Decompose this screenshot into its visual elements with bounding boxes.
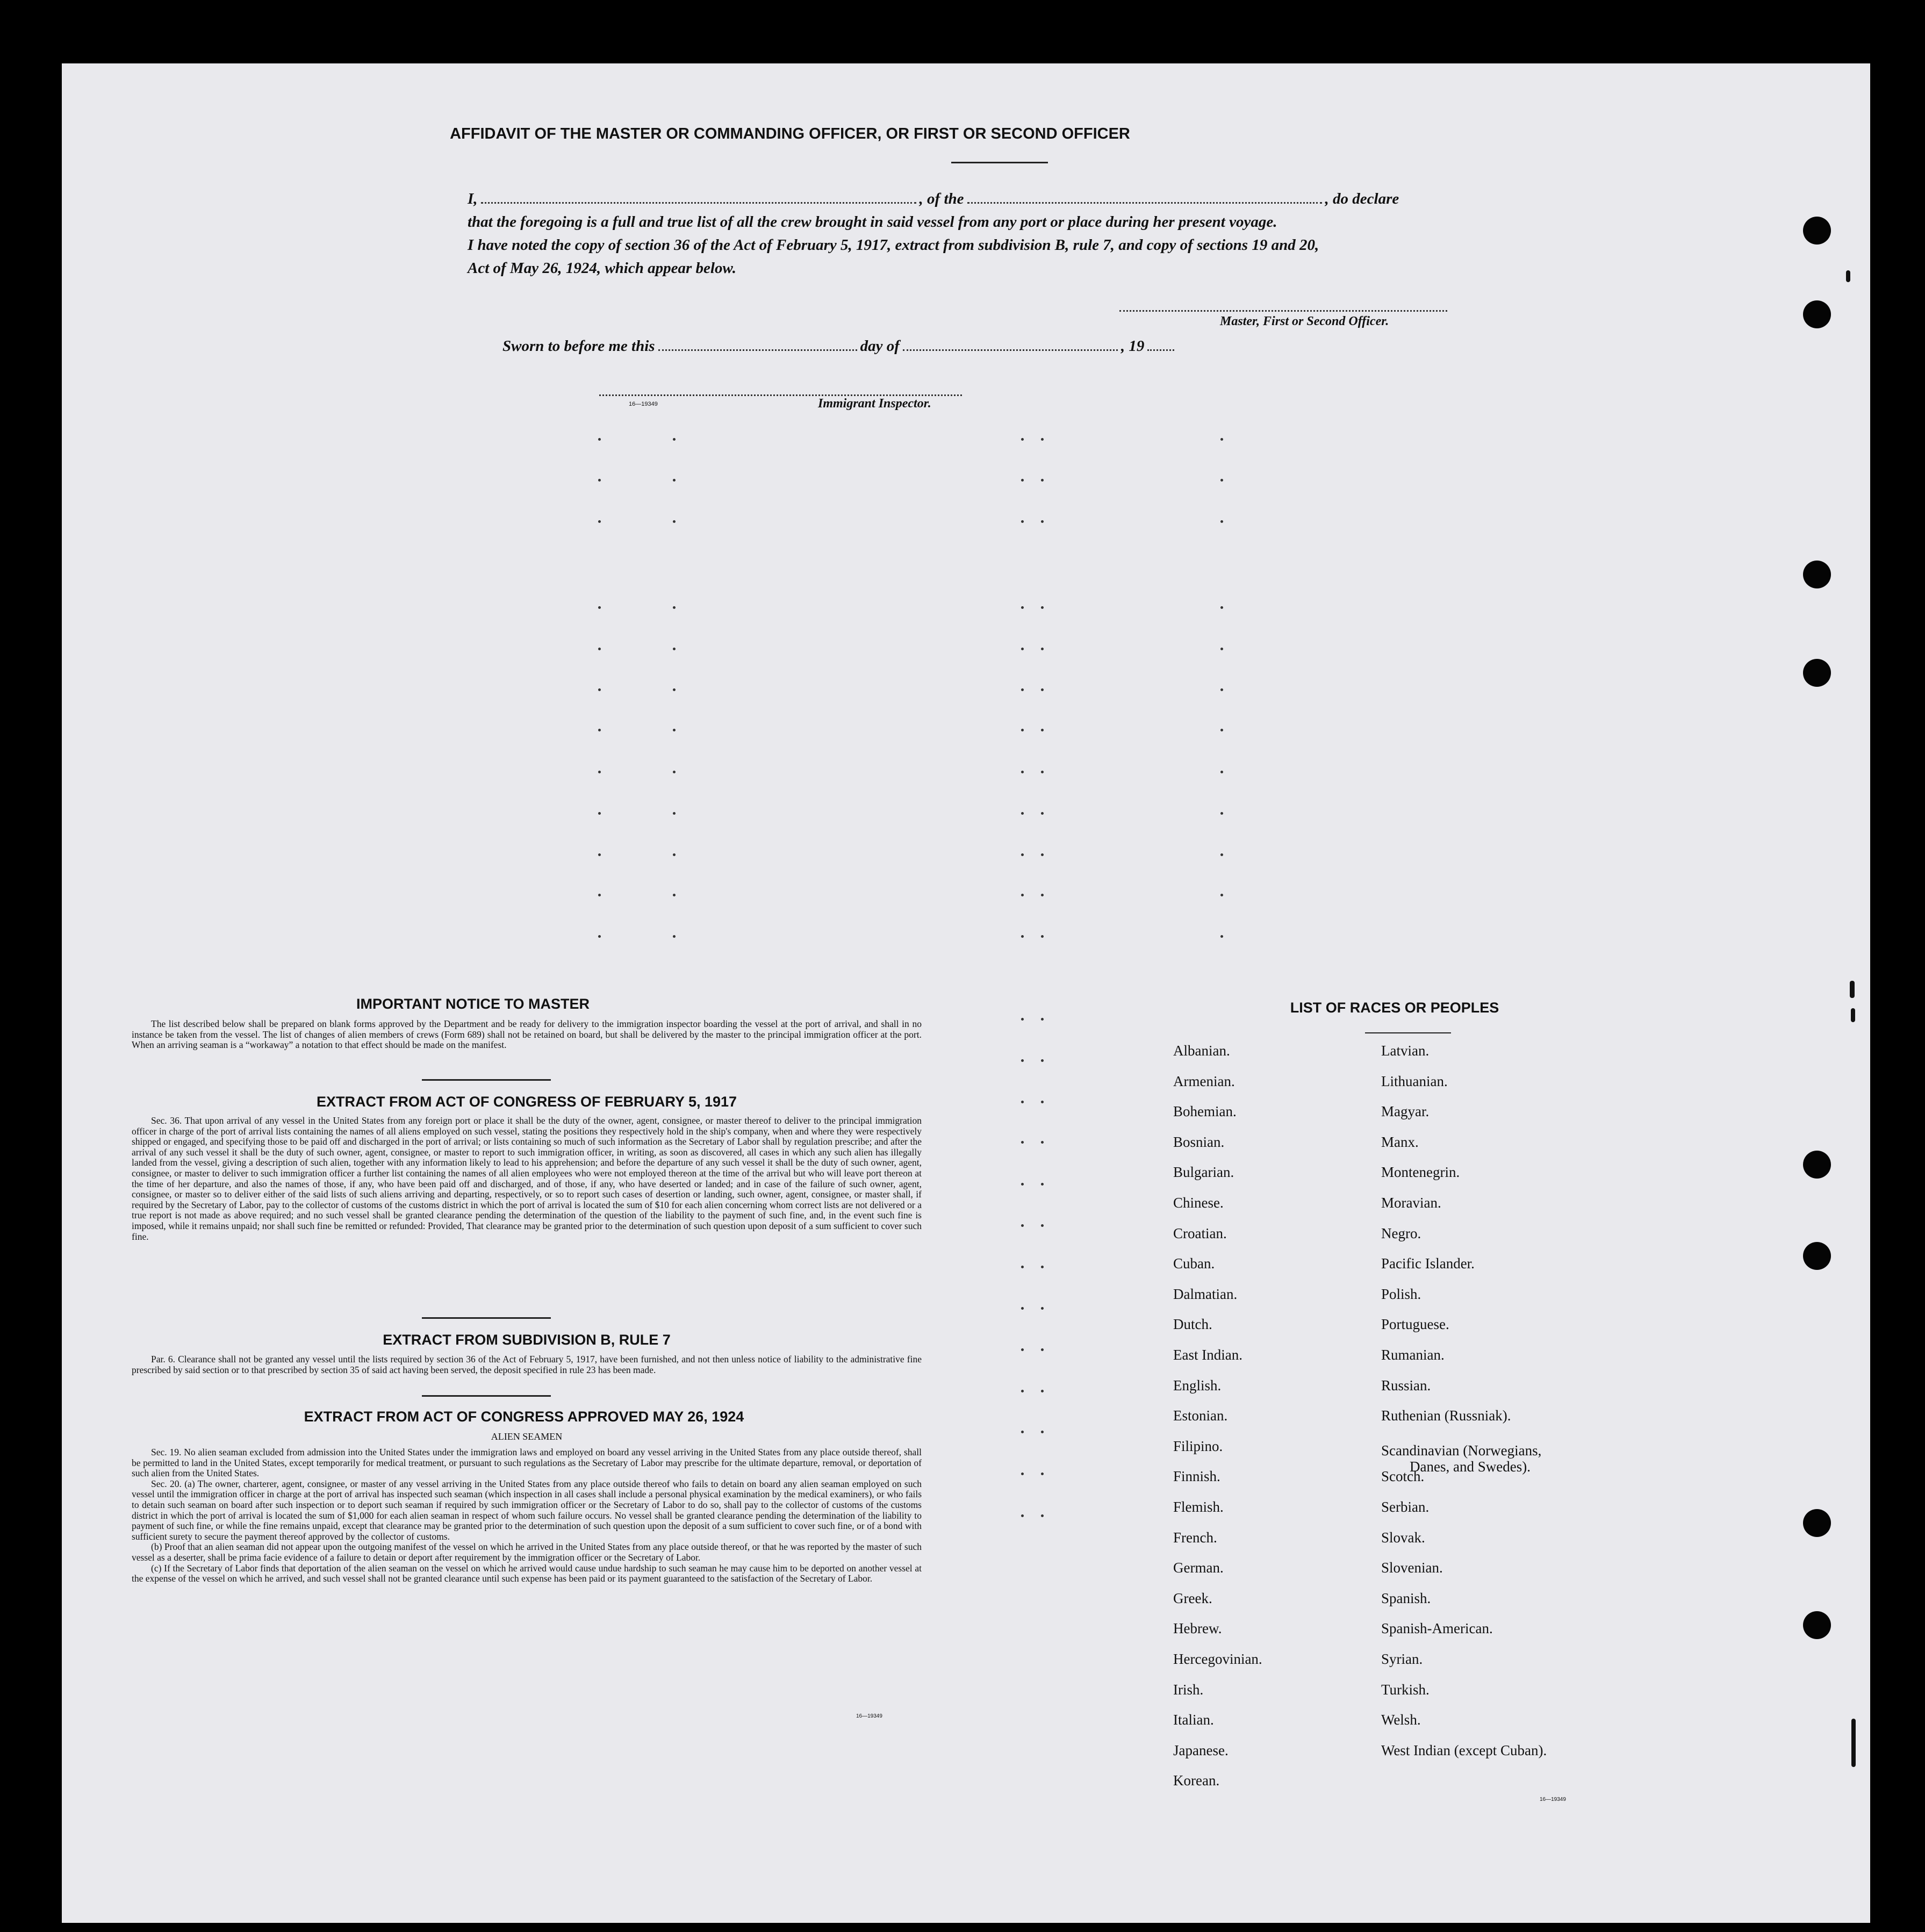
race-item: Syrian. xyxy=(1381,1651,1423,1667)
ghost-dot xyxy=(598,771,601,773)
ghost-dot xyxy=(673,771,676,773)
ghost-dot xyxy=(1220,606,1223,609)
affidavit-line-4: Act of May 26, 1924, which appear below. xyxy=(468,260,736,277)
punch-hole xyxy=(1803,1509,1831,1537)
ghost-dot xyxy=(1021,438,1024,441)
ghost-dot xyxy=(1021,812,1024,815)
punch-hole xyxy=(1803,217,1831,245)
ghost-dot xyxy=(1041,438,1044,441)
ghost-dot xyxy=(1041,935,1044,938)
ghost-dot xyxy=(1021,1018,1024,1021)
ghost-dot xyxy=(598,688,601,691)
race-item: East Indian. xyxy=(1173,1347,1242,1363)
race-item: Slovenian. xyxy=(1381,1560,1443,1576)
ghost-dot xyxy=(1041,1141,1044,1144)
ghost-dot xyxy=(1021,479,1024,482)
sec-20b-paragraph: (b) Proof that an alien seaman did not appear upon the outgoing manifest of the vessel on which he arrived in the United States from any place outside thereof, or that he was reported by the master of such vessel as a deserter, shall be prima facie evidence of a failure to detain or deport after requirement by the immigration officer or the Secretary of Labor. xyxy=(132,1541,922,1563)
race-item: Ruthenian (Russniak). xyxy=(1381,1407,1511,1424)
race-item: Bulgarian. xyxy=(1173,1164,1234,1181)
ghost-dot xyxy=(673,606,676,609)
sec-19-paragraph: Sec. 19. No alien seaman excluded from admission into the United States under the immigration laws and employed on board any vessel arriving in the United States from any place outside thereof, shall be permitted to land in the United States, except temporarily for medical treatment, or pursuant to such regulations as the Secretary of Labor may prescribe for the ultimate departure, removal, or deportation of such alien from the United States. xyxy=(132,1447,922,1479)
race-item: Filipino. xyxy=(1173,1438,1223,1454)
ghost-dot xyxy=(1021,1266,1024,1268)
ghost-dot xyxy=(1021,1141,1024,1144)
ghost-dot xyxy=(1021,606,1024,609)
ghost-dot xyxy=(598,520,601,523)
ghost-dot xyxy=(1041,606,1044,609)
races-form-number: 16—19349 xyxy=(1540,1797,1566,1802)
sworn-line xyxy=(502,337,1177,355)
ghost-dot xyxy=(598,729,601,731)
race-item: Scotch. xyxy=(1381,1468,1425,1485)
ghost-dot xyxy=(1021,1431,1024,1433)
race-item: Manx. xyxy=(1381,1133,1419,1150)
ghost-dot xyxy=(598,438,601,441)
document-page xyxy=(62,63,1870,1923)
ghost-dot xyxy=(1041,1390,1044,1392)
race-item: Rumanian. xyxy=(1381,1347,1445,1363)
notice-paragraph: The list described below shall be prepared on blank forms approved by the Department and be ready for delivery to the immigration inspector boarding the vessel at the port of arrival, and shall in no instance be taken from the vessel. The list of changes of alien members of crews (Form 689) shall not be retained on board, but shall be delivered by the master to the principal immigration officer at the port. When an arriving seaman is a “workaway” a notation to that effect should be made on the manifest. xyxy=(132,1018,922,1051)
ghost-dot xyxy=(673,812,676,815)
ghost-dot xyxy=(1041,1018,1044,1021)
race-item: German. xyxy=(1173,1560,1224,1576)
ghost-dot xyxy=(598,894,601,896)
race-item: Greek. xyxy=(1173,1590,1212,1606)
races-underline xyxy=(1365,1032,1451,1033)
ghost-dot xyxy=(1021,1390,1024,1392)
ghost-dot xyxy=(1220,935,1223,938)
race-item: Scandinavian (Norwegians, xyxy=(1381,1442,1542,1459)
ghost-dot xyxy=(1041,1266,1044,1268)
affidavit-line-2: that the foregoing is a full and true list of all the crew brought in said vessel from any port or place during her present voyage. xyxy=(468,213,1277,231)
ghost-dot xyxy=(598,853,601,856)
ghost-dot xyxy=(1041,1101,1044,1103)
extract-1924-text xyxy=(132,1447,922,1584)
ghost-dot xyxy=(1021,853,1024,856)
ghost-dot xyxy=(1041,853,1044,856)
race-item: Albanian. xyxy=(1173,1043,1230,1059)
ghost-dot xyxy=(1021,1307,1024,1310)
ghost-dot xyxy=(1041,1059,1044,1062)
race-item: Danes, and Swedes). xyxy=(1410,1458,1531,1475)
ghost-dot xyxy=(1220,479,1223,482)
affidavit-form-number: 16—19349 xyxy=(629,401,658,407)
sworn-prefix: Sworn to before me this xyxy=(502,337,655,355)
race-item: Slovak. xyxy=(1381,1529,1425,1546)
ghost-dot xyxy=(1021,648,1024,650)
race-item: Chinese. xyxy=(1173,1195,1224,1211)
ghost-dot xyxy=(1041,1473,1044,1475)
ghost-dot xyxy=(598,812,601,815)
ghost-dot xyxy=(598,479,601,482)
affidavit-of-the: , of the xyxy=(919,190,964,207)
divider-1 xyxy=(422,1079,551,1081)
sworn-day-of: day of xyxy=(860,337,900,355)
ghost-dot xyxy=(1041,1183,1044,1186)
punch-hole xyxy=(1803,1151,1831,1179)
punch-hole xyxy=(1803,659,1831,687)
race-item: Portuguese. xyxy=(1381,1316,1449,1333)
race-item: Negro. xyxy=(1381,1225,1421,1241)
race-item: Welsh. xyxy=(1381,1712,1421,1728)
race-item: Hebrew. xyxy=(1173,1620,1222,1637)
race-item: Korean. xyxy=(1173,1772,1220,1789)
ghost-dot xyxy=(598,935,601,938)
punch-hole xyxy=(1803,1242,1831,1270)
edge-mark xyxy=(1850,981,1855,998)
ghost-dot xyxy=(1021,771,1024,773)
sec-20c-paragraph: (c) If the Secretary of Labor finds that deportation of the alien seaman on the vessel on which he arrived would cause undue hardship to such seaman he may cause him to be deported on another vessel at the expense of the vessel on which he arrived, and such vessel shall not be granted clearance until such expense has been paid or its payment guaranteed to the satisfaction of the Secretary of Labor. xyxy=(132,1562,922,1584)
vessel-blank-field[interactable] xyxy=(967,202,1322,204)
ghost-dot xyxy=(673,853,676,856)
races-title: LIST OF RACES OR PEOPLES xyxy=(1290,1000,1499,1016)
ghost-dot xyxy=(1041,894,1044,896)
race-item: Japanese. xyxy=(1173,1742,1229,1758)
race-item: Pacific Islander. xyxy=(1381,1255,1475,1272)
affidavit-title: AFFIDAVIT OF THE MASTER OR COMMANDING OFFICER, OR FIRST OR SECOND OFFICER xyxy=(450,125,1130,142)
ghost-dot xyxy=(1021,520,1024,523)
ghost-dot xyxy=(1041,729,1044,731)
ghost-dot xyxy=(1041,688,1044,691)
race-item: Hercegovinian. xyxy=(1173,1651,1262,1667)
punch-hole xyxy=(1803,1611,1831,1639)
extract-1924-title: EXTRACT FROM ACT OF CONGRESS APPROVED MAY 26, 1924 xyxy=(304,1409,744,1425)
ghost-dot xyxy=(1021,894,1024,896)
ghost-dot xyxy=(1021,935,1024,938)
sworn-month-blank[interactable] xyxy=(903,349,1118,351)
sec-36-paragraph: Sec. 36. That upon arrival of any vessel in the United States from any foreign port or place it shall be the duty of the owner, agent, consignee, or master thereof to deliver to the principal immigration officer in charge of the port of arrival lists containing the names of all aliens employed on such vessel, stating the positions they respectively hold in the ship's company, when and where they were respectively shipped or engaged, and specifying those to be paid off and discharged in the port of arrival; or lists containing so much of such information as the Secretary of Labor shall by regulation prescribe; and after the arrival of any such vessel it shall be the duty of such owner, agent, consignee, or master to report to such immigration officer, in writing, as soon as discovered, all cases in which any such alien has illegally landed from the vessel, giving a description of such alien, together with any information likely to lead to his apprehension; and before the departure of any such vessel it shall be the duty of such owner, agent, consignee, or master to deliver to such immigration officer a further list containing the names of all alien employees who were not employed thereon at the time of the arrival but who will leave port thereon at the time of her departure, and also the names of those, if any, who have been paid off and discharged, and of those, if any, who have deserted or landed; and in case of the failure of such owner, agent, consignee, or master so to deliver either of the said lists of such aliens arriving and departing, respectively, or so to report such cases of desertion or landing, such owner, agent, consignee, or master shall, if required by the Secretary of Labor, pay to the collector of customs of the customs district in which the port of arrival is located the sum of $10 for each alien concerning whom correct lists are not delivered or a true report is not made as above required; and no such vessel shall be granted clearance pending the determination of the question of the liability to the payment of such fine, and, in the event such fine is imposed, while it remains unpaid; nor shall such fine be remitted or refunded: Provided, That clearance may be granted prior to the determination of such question upon deposit of a sum sufficient to cover such fine. xyxy=(132,1115,922,1242)
ghost-dot xyxy=(1220,520,1223,523)
par-6-paragraph: Par. 6. Clearance shall not be granted any vessel until the lists required by section 36 of the Act of February 5, 1917, have been furnished, and not then unless notice of liability to the administrative fine prescribed by said section or to that prescribed by section 35 of said act having been served, the deposit specified in rule 23 has been made. xyxy=(132,1354,922,1375)
race-item: English. xyxy=(1173,1377,1222,1394)
punch-hole xyxy=(1803,300,1831,328)
race-item: Bosnian. xyxy=(1173,1133,1225,1150)
notice-text xyxy=(132,1019,922,1051)
race-item: Estonian. xyxy=(1173,1407,1228,1424)
ghost-dot xyxy=(673,648,676,650)
extract-rule7-text xyxy=(132,1354,922,1375)
ghost-dot xyxy=(1041,479,1044,482)
extract-form-number: 16—19349 xyxy=(856,1713,882,1719)
race-item: Irish. xyxy=(1173,1681,1204,1698)
master-signature-label: Master, First or Second Officer. xyxy=(1220,314,1389,328)
sworn-year: , 19 xyxy=(1120,337,1145,355)
ghost-dot xyxy=(673,438,676,441)
affidavit-declare: , do declare xyxy=(1325,190,1399,207)
sworn-year-blank[interactable] xyxy=(1147,349,1174,351)
punch-hole xyxy=(1803,561,1831,588)
race-item: Armenian. xyxy=(1173,1073,1235,1089)
extract-rule7-title: EXTRACT FROM SUBDIVISION B, RULE 7 xyxy=(383,1332,671,1348)
race-item: Russian. xyxy=(1381,1377,1431,1394)
edge-mark xyxy=(1851,1719,1856,1767)
sworn-date-blank[interactable] xyxy=(658,349,857,351)
extract-1917-text xyxy=(132,1116,922,1242)
ghost-dot xyxy=(1021,1059,1024,1062)
race-item: Magyar. xyxy=(1381,1103,1430,1120)
race-item: Italian. xyxy=(1173,1712,1214,1728)
ghost-dot xyxy=(1021,1348,1024,1351)
race-item: Spanish-American. xyxy=(1381,1620,1493,1637)
ghost-dot xyxy=(1220,853,1223,856)
race-item: French. xyxy=(1173,1529,1217,1546)
master-signature-line[interactable] xyxy=(1119,310,1447,312)
ghost-dot xyxy=(1220,729,1223,731)
inspector-label: Immigrant Inspector. xyxy=(818,397,931,411)
ghost-dot xyxy=(1041,520,1044,523)
edge-mark xyxy=(1846,270,1850,282)
ghost-dot xyxy=(1021,1473,1024,1475)
ghost-dot xyxy=(1041,648,1044,650)
edge-mark xyxy=(1851,1008,1855,1022)
race-item: Lithuanian. xyxy=(1381,1073,1448,1089)
race-item: Moravian. xyxy=(1381,1195,1441,1211)
affidavit-line-1 xyxy=(468,190,1532,208)
race-item: Turkish. xyxy=(1381,1681,1430,1698)
divider-3 xyxy=(422,1395,551,1397)
race-item: Spanish. xyxy=(1381,1590,1431,1606)
divider-2 xyxy=(422,1317,551,1319)
ghost-dot xyxy=(673,729,676,731)
race-item: Cuban. xyxy=(1173,1255,1215,1272)
ghost-dot xyxy=(1021,1101,1024,1103)
sec-20a-paragraph: Sec. 20. (a) The owner, charterer, agent, consignee, or master of any vessel arriving in the United States from any place outside thereof who fails to detain on board any alien seaman employed on such vessel until the immigration officer in charge at the port of arrival has inspected such seaman (which inspection in all cases shall include a personal physical examination by the medical examiners), or who fails to detain such seaman on board after such inspection or to deport such seaman if required by such immigration officer or the Secretary of Labor to do so, shall pay to the collector of customs of the customs district in which the port of arrival is located the sum of $1,000 for each alien seaman in respect of whom such failure occurs. No vessel shall be granted clearance pending the determination of the liability to payment of such fine, or while the fine remains unpaid, except that clearance may be granted prior to the determination of such question upon the deposit of a sum sufficient to cover such fine, or of a bond with sufficient surety to secure the payment thereof approved by the collector of customs. xyxy=(132,1478,922,1542)
race-item: Serbian. xyxy=(1381,1499,1430,1515)
ghost-dot xyxy=(598,648,601,650)
ghost-dot xyxy=(1041,1514,1044,1517)
race-item: Bohemian. xyxy=(1173,1103,1237,1120)
ghost-dot xyxy=(1041,1431,1044,1433)
notice-title: IMPORTANT NOTICE TO MASTER xyxy=(356,996,590,1012)
ghost-dot xyxy=(1021,1514,1024,1517)
race-item: Croatian. xyxy=(1173,1225,1227,1241)
name-blank-field[interactable] xyxy=(481,202,916,204)
ghost-dot xyxy=(1220,648,1223,650)
race-item: Flemish. xyxy=(1173,1499,1224,1515)
extract-1917-title: EXTRACT FROM ACT OF CONGRESS OF FEBRUARY 5, 1917 xyxy=(316,1094,737,1110)
ghost-dot xyxy=(1041,771,1044,773)
race-item: Montenegrin. xyxy=(1381,1164,1460,1181)
ghost-dot xyxy=(1041,812,1044,815)
ghost-dot xyxy=(1021,729,1024,731)
race-item: Finnish. xyxy=(1173,1468,1220,1485)
ghost-dot xyxy=(1220,771,1223,773)
ghost-dot xyxy=(1021,688,1024,691)
ghost-dot xyxy=(1220,688,1223,691)
title-underline xyxy=(951,162,1048,163)
ghost-dot xyxy=(1220,812,1223,815)
race-item: Dalmatian. xyxy=(1173,1285,1238,1302)
ghost-dot xyxy=(1220,438,1223,441)
ghost-dot xyxy=(673,688,676,691)
ghost-dot xyxy=(598,606,601,609)
race-item: Latvian. xyxy=(1381,1043,1430,1059)
inspector-signature-line[interactable] xyxy=(599,394,962,396)
ghost-dot xyxy=(1021,1224,1024,1227)
ghost-dot xyxy=(1041,1224,1044,1227)
ghost-dot xyxy=(673,935,676,938)
ghost-dot xyxy=(673,520,676,523)
race-item: West Indian (except Cuban). xyxy=(1381,1742,1547,1758)
ghost-dot xyxy=(673,479,676,482)
ghost-dot xyxy=(1041,1307,1044,1310)
ghost-dot xyxy=(1021,1183,1024,1186)
race-item: Dutch. xyxy=(1173,1316,1212,1333)
alien-seamen-subtitle: ALIEN SEAMEN xyxy=(491,1431,563,1442)
ghost-dot xyxy=(673,894,676,896)
race-item: Polish. xyxy=(1381,1285,1421,1302)
ghost-dot xyxy=(1220,894,1223,896)
ghost-dot xyxy=(1041,1348,1044,1351)
affidavit-line-3: I have noted the copy of section 36 of the Act of February 5, 1917, extract from subdivision B, rule 7, and copy of sections 19 and 20, xyxy=(468,236,1319,254)
affidavit-i: I, xyxy=(468,190,478,207)
